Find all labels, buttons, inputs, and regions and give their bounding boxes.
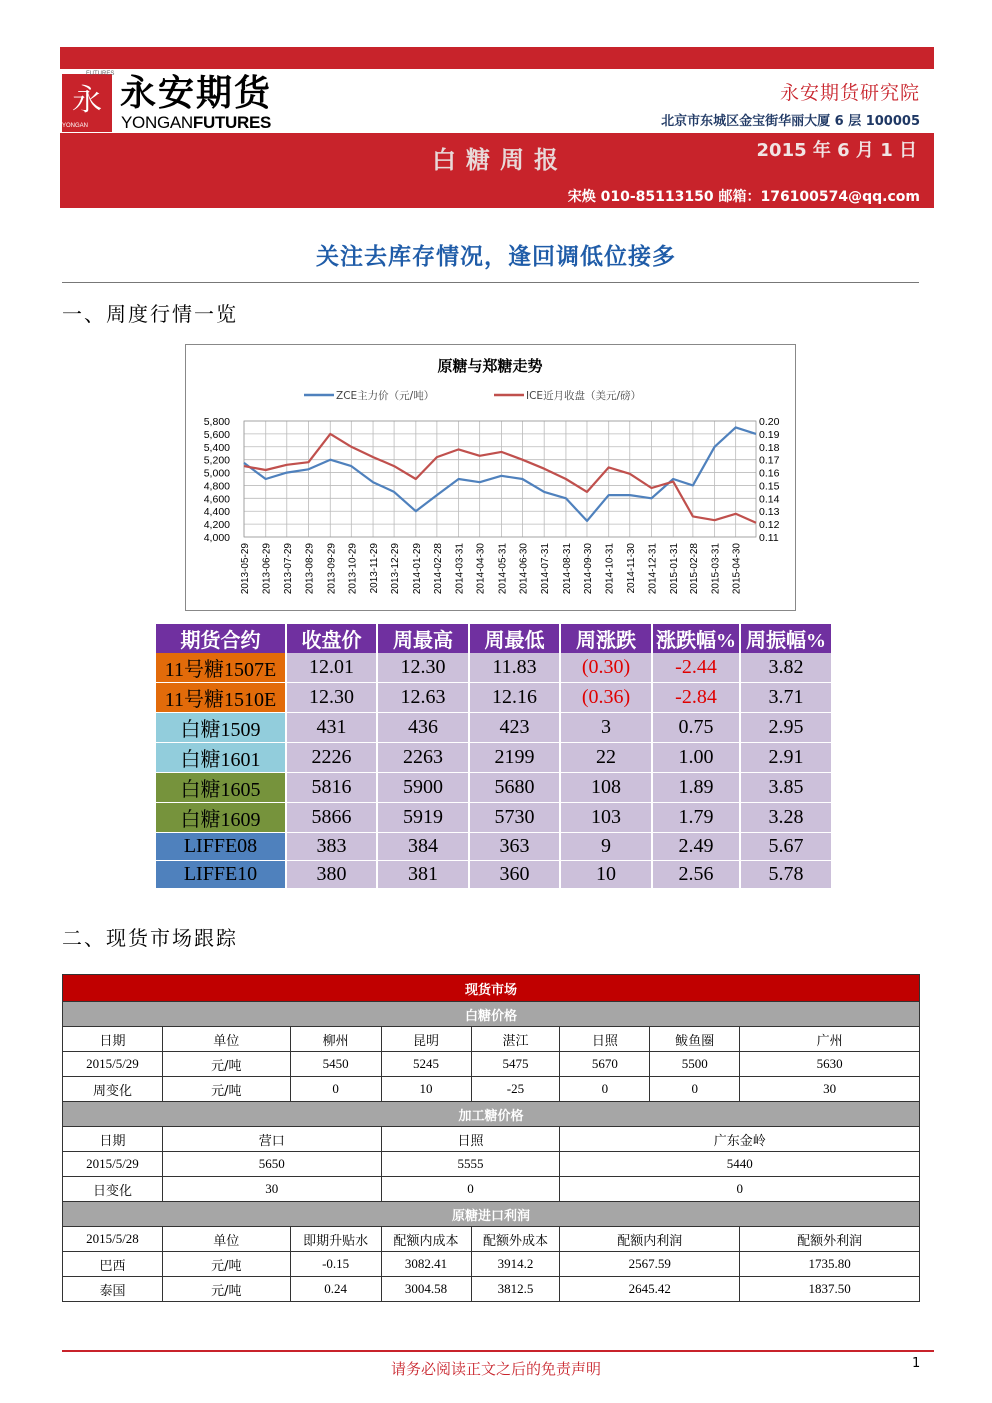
cell: 423	[470, 713, 561, 743]
y-right-tick-label: 0.14	[759, 493, 780, 506]
y-left-tick-label: 5,200	[203, 454, 230, 467]
cell: 0.24	[290, 1277, 381, 1302]
table-row	[156, 803, 833, 833]
logo-chinese-name: 永安期货	[120, 73, 273, 114]
cell: 3082.41	[381, 1252, 471, 1277]
table-row	[156, 653, 833, 683]
page-number: 1	[912, 1356, 921, 1371]
cell: 1837.50	[740, 1277, 920, 1302]
contract-name: 白糖1605	[156, 773, 287, 803]
logo-small-bottom: YONGAN	[62, 123, 89, 129]
logo-en-part1: YONGAN	[121, 113, 193, 132]
x-tick-label: 2014-01-29	[411, 543, 423, 595]
cell: 11.83	[470, 653, 561, 683]
report-title: 白糖周报	[432, 146, 568, 174]
cell: 22	[561, 743, 653, 773]
cell: -0.15	[290, 1252, 381, 1277]
cell: 30	[162, 1177, 381, 1202]
cell: 2199	[470, 743, 561, 773]
cell: 381	[378, 861, 470, 889]
y-left-tick-label: 4,200	[203, 519, 230, 532]
y-left-tick-label: 5,400	[203, 441, 230, 454]
cell: 30	[740, 1077, 920, 1102]
cell: 配额外成本	[471, 1227, 560, 1252]
x-tick-label: 2013-05-29	[240, 543, 251, 595]
cell: 363	[470, 833, 561, 861]
cell: 巴西	[63, 1252, 163, 1277]
white-sugar-header	[63, 1027, 920, 1052]
x-tick-label: 2014-06-30	[518, 543, 530, 595]
cell: 9	[561, 833, 653, 861]
cell: 2263	[378, 743, 470, 773]
cell: 2.56	[653, 861, 741, 889]
cell: 广州	[740, 1027, 920, 1052]
cell: 3914.2	[471, 1252, 560, 1277]
cell: 泰国	[63, 1277, 163, 1302]
y-right-tick-label: 0.16	[759, 467, 780, 480]
x-tick-label: 2014-04-30	[475, 543, 487, 595]
y-left-tick-label: 5,600	[203, 428, 230, 441]
table-row	[156, 773, 833, 803]
institute-name: 永安期货研究院	[779, 82, 920, 104]
y-right-tick-label: 0.20	[759, 416, 780, 428]
cell: 配额外利润	[740, 1227, 920, 1252]
table-row	[63, 1077, 920, 1102]
cell: 436	[378, 713, 470, 743]
cell: 103	[561, 803, 653, 833]
cell: 12.63	[378, 683, 470, 713]
cell: 5900	[378, 773, 470, 803]
table-row	[156, 683, 833, 713]
column-header: 期货合约	[156, 624, 287, 653]
cell: 3.85	[741, 773, 833, 803]
x-tick-label: 2015-02-28	[688, 543, 700, 595]
y-left-tick-label: 4,000	[203, 532, 230, 544]
cell: 2.95	[741, 713, 833, 743]
x-tick-label: 2014-02-28	[432, 543, 444, 595]
y-right-tick-label: 0.13	[759, 506, 780, 519]
cell: 5555	[381, 1152, 560, 1177]
cell: 3.28	[741, 803, 833, 833]
contract-name: 11号糖1510E	[156, 683, 287, 713]
cell: 元/吨	[162, 1077, 290, 1102]
logo-english-name	[121, 114, 271, 132]
table-row	[63, 1277, 920, 1302]
y-left-tick-label: 5,000	[203, 467, 230, 480]
cell: 元/吨	[162, 1252, 290, 1277]
y-right-tick-label: 0.18	[759, 441, 780, 454]
y-left-tick-label: 4,400	[203, 506, 230, 519]
cell: 384	[378, 833, 470, 861]
cell: 3812.5	[471, 1277, 560, 1302]
footer-divider	[62, 1350, 934, 1352]
table-row	[63, 1252, 920, 1277]
contract-name: LIFFE08	[156, 833, 287, 861]
y-right-tick-label: 0.11	[759, 532, 779, 544]
column-header: 周最高	[378, 624, 470, 653]
column-header: 周涨跌	[561, 624, 653, 653]
cell: 昆明	[381, 1027, 471, 1052]
column-header: 周振幅%	[741, 624, 833, 653]
cell: 5440	[560, 1152, 920, 1177]
cell: 5919	[378, 803, 470, 833]
cell: 1.00	[653, 743, 741, 773]
cell: 周变化	[63, 1077, 163, 1102]
divider	[62, 282, 919, 283]
cell: 鲅鱼圈	[650, 1027, 740, 1052]
cell: 10	[381, 1077, 471, 1102]
cell: 单位	[162, 1227, 290, 1252]
import-profit-header	[63, 1227, 920, 1252]
cell: 配额内成本	[381, 1227, 471, 1252]
cell: -2.84	[653, 683, 741, 713]
y-left-tick-label: 4,800	[203, 480, 230, 493]
cell: 12.30	[287, 683, 378, 713]
cell: 5.78	[741, 861, 833, 889]
cell: 2015/5/29	[63, 1152, 163, 1177]
cell: 日照	[560, 1027, 650, 1052]
report-date: 2015 年 6 月 1 日	[756, 140, 917, 161]
cell: 1.89	[653, 773, 741, 803]
table-row	[63, 1152, 920, 1177]
cell: 湛江	[471, 1027, 560, 1052]
section-title-weekly: 一、周度行情一览	[62, 302, 238, 326]
x-tick-label: 2013-06-29	[261, 543, 273, 595]
chart-title: 原糖与郑糖走势	[437, 357, 543, 375]
cell: 5816	[287, 773, 378, 803]
cell: 5730	[470, 803, 561, 833]
cell: 0.75	[653, 713, 741, 743]
cell: 日照	[381, 1127, 560, 1152]
white-sugar-title: 白糖价格	[63, 1002, 920, 1027]
cell: 12.01	[287, 653, 378, 683]
cell: 柳州	[290, 1027, 381, 1052]
cell: (0.36)	[561, 683, 653, 713]
column-header: 周最低	[470, 624, 561, 653]
header-top-bar	[60, 47, 934, 69]
x-tick-label: 2013-09-29	[326, 543, 338, 595]
x-tick-label: 2013-11-29	[369, 543, 381, 594]
cell: 2.91	[741, 743, 833, 773]
x-tick-label: 2014-09-30	[582, 543, 594, 595]
processed-sugar-title: 加工糖价格	[63, 1102, 920, 1127]
x-tick-label: 2014-07-31	[540, 543, 552, 595]
y-right-tick-label: 0.17	[759, 454, 780, 467]
contact-info: 宋焕 010-85113150 邮箱：176100574@qq.com	[567, 189, 920, 205]
cell: 2645.42	[560, 1277, 740, 1302]
cell: 5245	[381, 1052, 471, 1077]
cell: 5630	[740, 1052, 920, 1077]
logo-small-top: FUTURES	[86, 71, 115, 77]
x-tick-label: 2014-12-31	[647, 543, 659, 595]
y-left-tick-label: 4,600	[203, 493, 230, 506]
cell: 431	[287, 713, 378, 743]
cell: 0	[381, 1177, 560, 1202]
cell: 383	[287, 833, 378, 861]
address: 北京市东城区金宝街华丽大厦 6 层 100005	[661, 114, 920, 129]
cell: 5475	[471, 1052, 560, 1077]
processed-sugar-header	[63, 1127, 920, 1152]
contract-name: 11号糖1507E	[156, 653, 287, 683]
cell: 元/吨	[162, 1277, 290, 1302]
contract-name: 白糖1509	[156, 713, 287, 743]
cell: 2567.59	[560, 1252, 740, 1277]
y-right-tick-label: 0.12	[759, 519, 780, 532]
table-row	[63, 1052, 920, 1077]
cell: 3.71	[741, 683, 833, 713]
cell: 5866	[287, 803, 378, 833]
cell: 3004.58	[381, 1277, 471, 1302]
cell: 5670	[560, 1052, 650, 1077]
legend-label-ice: ICE近月收盘（美元/磅）	[526, 390, 642, 402]
y-left-tick-label: 5,800	[203, 416, 230, 428]
table-row	[156, 833, 833, 861]
cell: 5650	[162, 1152, 381, 1177]
logo-mark: 永	[62, 74, 112, 132]
cell: -25	[471, 1077, 560, 1102]
table-row	[156, 861, 833, 889]
logo-en-part2: FUTURES	[192, 113, 272, 132]
cell: 5680	[470, 773, 561, 803]
cell: 3.82	[741, 653, 833, 683]
cell: 2226	[287, 743, 378, 773]
series-line-ice	[244, 434, 756, 523]
series-line-zce	[244, 427, 756, 521]
cell: 2015/5/28	[63, 1227, 163, 1252]
cell: 0	[560, 1077, 650, 1102]
cell: 即期升贴水	[290, 1227, 381, 1252]
cell: 108	[561, 773, 653, 803]
weekly-quote-table	[156, 624, 833, 889]
cell: (0.30)	[561, 653, 653, 683]
cell: 元/吨	[162, 1052, 290, 1077]
cell: 3	[561, 713, 653, 743]
cell: 日期	[63, 1027, 163, 1052]
x-tick-label: 2014-03-31	[454, 543, 466, 595]
legend-label-zce: ZCE主力价（元/吨）	[336, 390, 435, 402]
cell: 12.30	[378, 653, 470, 683]
x-tick-label: 2013-07-29	[282, 543, 294, 595]
x-tick-label: 2015-04-30	[731, 543, 743, 595]
section-title-spot: 二、现货市场跟踪	[62, 926, 238, 950]
cell: 2.49	[653, 833, 741, 861]
cell: 日期	[63, 1127, 163, 1152]
x-tick-label: 2014-05-31	[497, 543, 509, 595]
contract-name: 白糖1609	[156, 803, 287, 833]
cell: -2.44	[653, 653, 741, 683]
y-right-tick-label: 0.15	[759, 480, 780, 493]
cell: 1735.80	[740, 1252, 920, 1277]
cell: 日变化	[63, 1177, 163, 1202]
x-tick-label: 2014-10-31	[604, 543, 616, 595]
disclaimer-note: 请务必阅读正文之后的免责声明	[390, 1360, 601, 1378]
column-header: 收盘价	[287, 624, 378, 653]
x-tick-label: 2014-08-31	[561, 543, 573, 595]
x-tick-label: 2013-10-29	[347, 543, 359, 595]
cell: 380	[287, 861, 378, 889]
x-tick-label: 2014-11-30	[625, 543, 637, 594]
cell: 0	[560, 1177, 920, 1202]
contract-name: LIFFE10	[156, 861, 287, 889]
cell: 0	[290, 1077, 381, 1102]
table-row	[156, 743, 833, 773]
import-profit-title: 原糖进口利润	[63, 1202, 920, 1227]
x-tick-label: 2015-01-31	[669, 543, 681, 595]
chart-svg	[186, 345, 795, 610]
cell: 5450	[290, 1052, 381, 1077]
plot-area	[244, 421, 756, 537]
x-tick-label: 2013-08-29	[304, 543, 316, 595]
cell: 广东金岭	[560, 1127, 920, 1152]
cell: 营口	[162, 1127, 381, 1152]
cell: 5.67	[741, 833, 833, 861]
cell: 2015/5/29	[63, 1052, 163, 1077]
weekly-table-header	[156, 624, 833, 653]
headline: 关注去库存情况，逢回调低位接多	[316, 244, 676, 270]
x-tick-label: 2015-03-31	[710, 543, 722, 595]
y-right-tick-label: 0.19	[759, 428, 780, 441]
cell: 10	[561, 861, 653, 889]
cell: 单位	[162, 1027, 290, 1052]
cell: 0	[650, 1077, 740, 1102]
cell: 5500	[650, 1052, 740, 1077]
column-header: 涨跌幅%	[653, 624, 741, 653]
cell: 配额内利润	[560, 1227, 740, 1252]
spot-market-table	[62, 974, 920, 1302]
price-chart	[185, 344, 796, 611]
cell: 12.16	[470, 683, 561, 713]
cell: 360	[470, 861, 561, 889]
contract-name: 白糖1601	[156, 743, 287, 773]
cell: 1.79	[653, 803, 741, 833]
x-tick-label: 2013-12-29	[390, 543, 402, 595]
table-row	[63, 1177, 920, 1202]
table-row	[156, 713, 833, 743]
spot-title: 现货市场	[63, 975, 920, 1002]
